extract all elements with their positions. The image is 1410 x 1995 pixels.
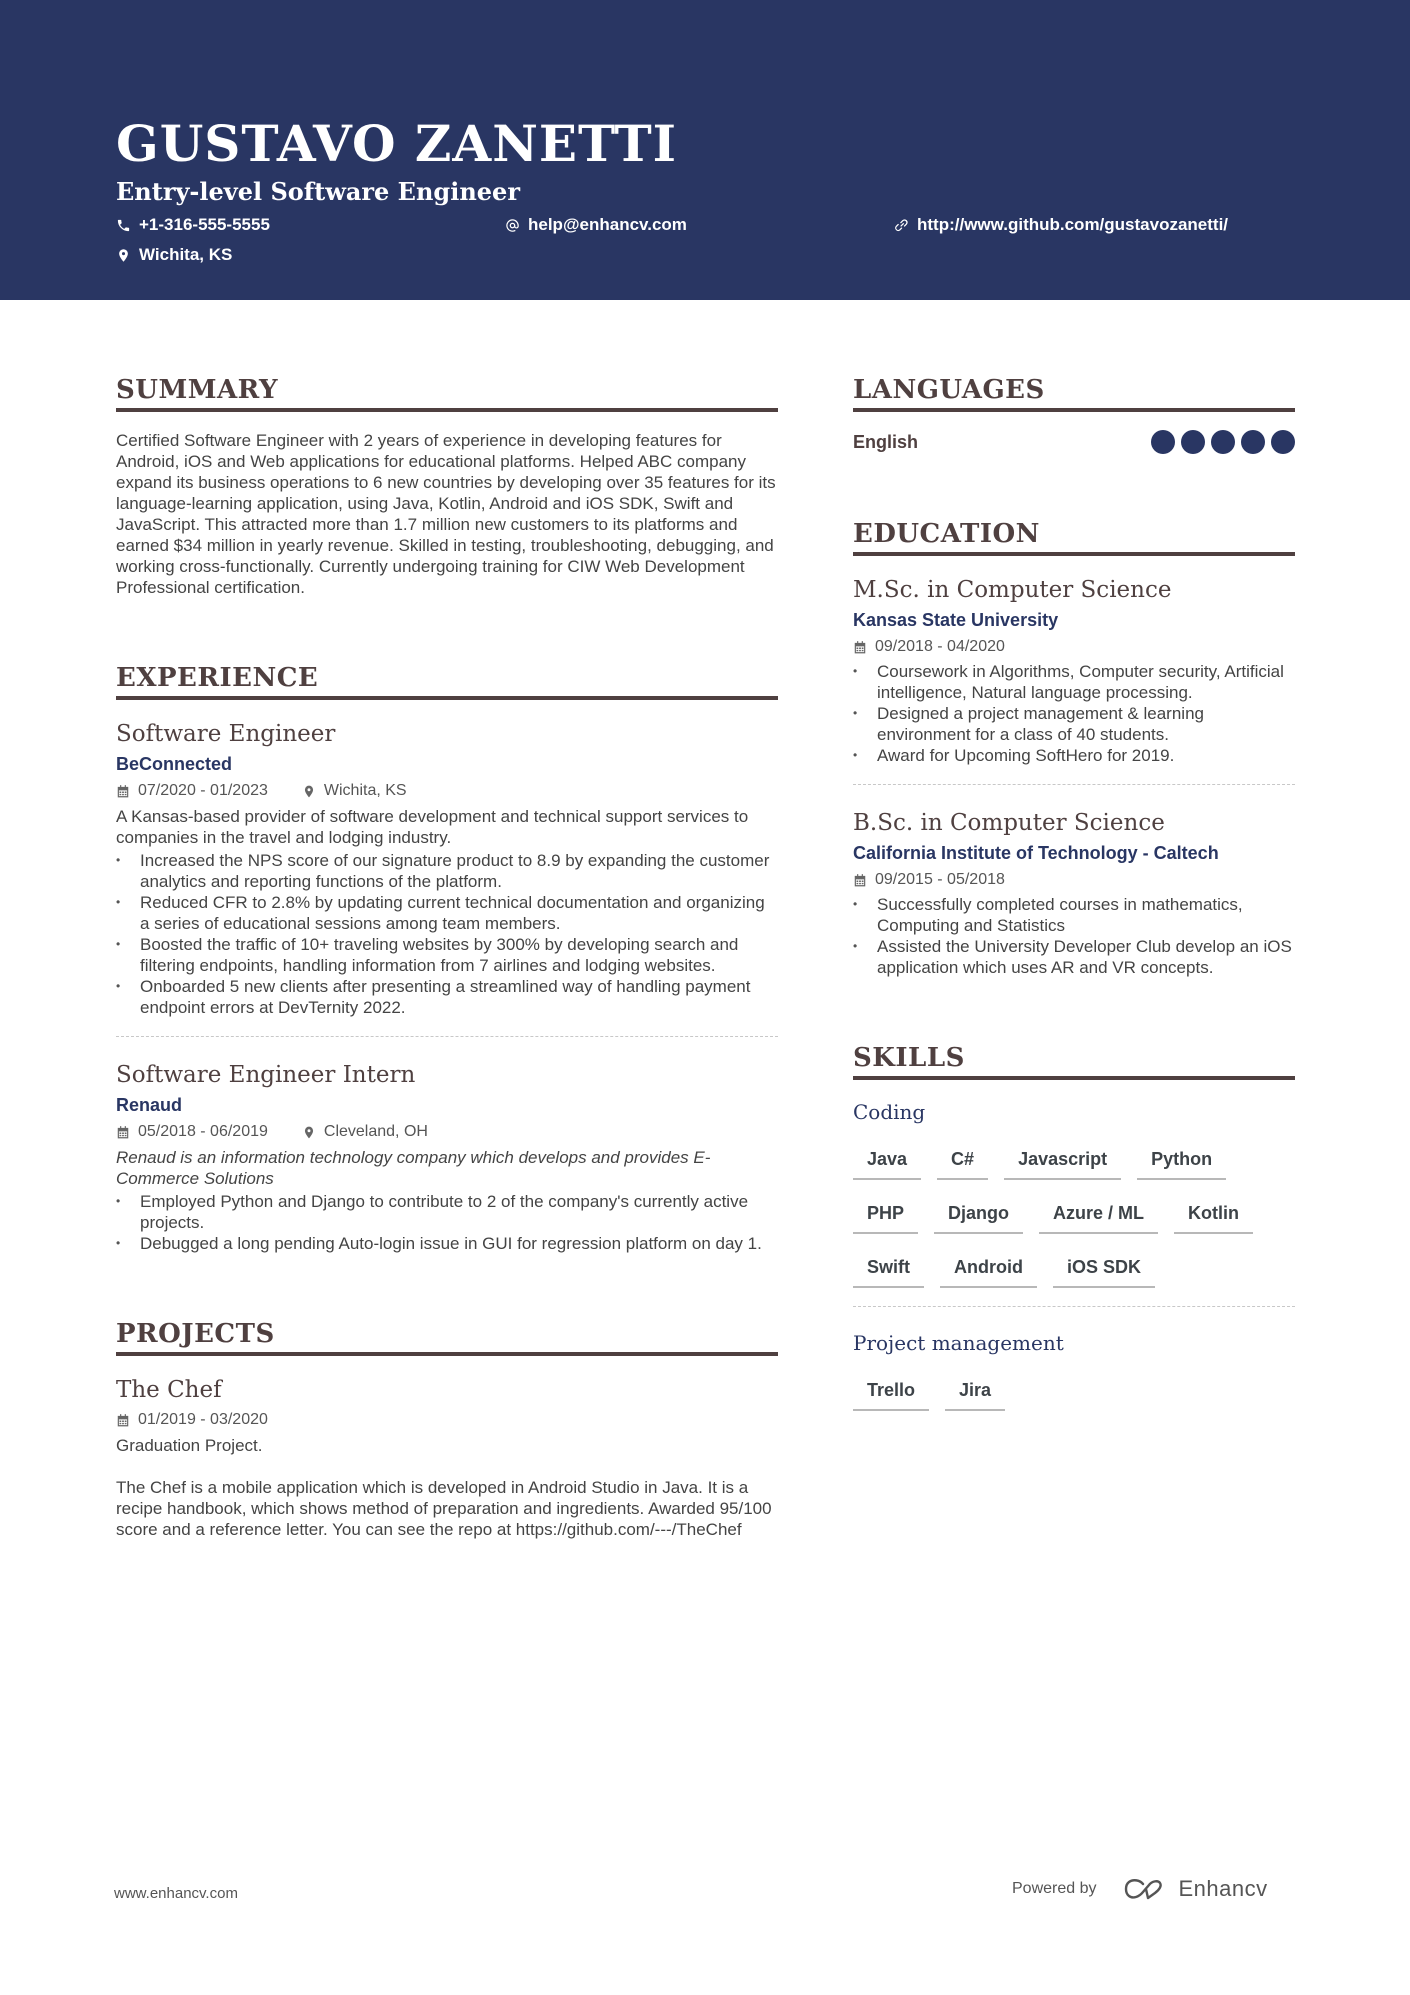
bullet-item: • Onboarded 5 new clients after presenting a streamlined way of handling payment endpoint errors at DevTernity 2022. <box>116 976 778 1018</box>
education-section <box>853 516 1295 978</box>
project-name: The Chef <box>116 1377 222 1403</box>
job-meta <box>116 1120 778 1144</box>
left-column <box>116 372 778 1540</box>
location-pin-icon <box>302 1125 316 1140</box>
company-description: Renaud is an information technology company which develops and provides E-Commerce Solutions <box>116 1148 711 1188</box>
contact-github-link[interactable] <box>894 214 1228 236</box>
calendar-icon <box>116 1413 130 1428</box>
resume-header <box>0 0 1410 300</box>
school-name: California Institute of Technology - Caltech <box>853 843 1219 863</box>
project-dates: 01/2019 - 03/2020 <box>138 1411 268 1428</box>
bullet-item: • Boosted the traffic of 10+ traveling websites by 300% by developing search and filtering endpoints, handling information from 7 airlines and lodging websites. <box>116 934 778 976</box>
skill-tag: Azure / ML <box>1039 1194 1158 1234</box>
github-link-text: http://www.github.com/gustavozanetti/ <box>917 215 1229 234</box>
skill-group <box>853 1098 1295 1288</box>
phone-icon <box>116 218 131 233</box>
experience-section <box>116 660 778 1254</box>
education-bullets <box>853 661 1295 766</box>
location-text: Wichita, KS <box>139 245 233 264</box>
enhancv-logo-icon <box>1123 1877 1169 1901</box>
link-icon <box>894 218 909 233</box>
skill-tag: PHP <box>853 1194 918 1234</box>
job-bullets <box>116 1191 778 1254</box>
education-meta <box>853 635 1295 659</box>
project-subtitle: Graduation Project. <box>116 1436 263 1455</box>
bullet-item: • Successfully completed courses in mathematics, Computing and Statistics <box>853 894 1295 936</box>
proficiency-dot <box>1241 430 1265 454</box>
job-meta <box>116 779 778 803</box>
bullet-item: • Debugged a long pending Auto-login issue in GUI for regression platform on day 1. <box>116 1233 778 1254</box>
company-name: Renaud <box>116 1095 183 1115</box>
job-title: Software Engineer <box>116 721 336 747</box>
summary-section <box>116 372 778 598</box>
candidate-title: Entry-level Software Engineer <box>116 177 520 206</box>
job-dates: 05/2018 - 06/2019 <box>138 1123 268 1140</box>
degree-title: B.Sc. in Computer Science <box>853 810 1165 836</box>
skill-tags <box>853 1140 1295 1288</box>
company-description: A Kansas-based provider of software development and technical support services to companies in the travel and lodging industry. <box>116 807 749 847</box>
location-pin-icon <box>116 248 131 263</box>
contact-email[interactable] <box>505 214 687 236</box>
job-location: Cleveland, OH <box>323 1123 428 1140</box>
skills-heading: SKILLS <box>853 1040 1295 1080</box>
powered-by-label: Powered by <box>1012 1880 1097 1897</box>
school-name: Kansas State University <box>853 610 1059 630</box>
skill-tags <box>853 1371 1295 1411</box>
skill-tag: Android <box>940 1248 1037 1288</box>
calendar-icon <box>853 873 867 888</box>
experience-entry <box>116 1059 778 1254</box>
bullet-item: • Designed a project management & learning environment for a class of 40 students. <box>853 703 1295 745</box>
proficiency-dot <box>1151 430 1175 454</box>
languages-section <box>853 372 1295 454</box>
email-text: help@enhancv.com <box>528 215 687 234</box>
skill-tag: Javascript <box>1004 1140 1121 1180</box>
skill-tag: Django <box>934 1194 1023 1234</box>
projects-section <box>116 1316 778 1540</box>
skill-group-divider <box>853 1306 1295 1307</box>
skill-group-title: Project management <box>853 1331 1064 1355</box>
job-bullets <box>116 850 778 1018</box>
bullet-item: • Employed Python and Django to contribute to 2 of the company's currently active projects. <box>116 1191 778 1233</box>
proficiency-dot <box>1271 430 1295 454</box>
language-row <box>853 430 1295 454</box>
phone-text: +1-316-555-5555 <box>139 215 270 234</box>
calendar-icon <box>116 1125 130 1140</box>
skill-tag: Swift <box>853 1248 924 1288</box>
education-entry <box>853 574 1295 766</box>
skills-section <box>853 1040 1295 1411</box>
job-title: Software Engineer Intern <box>116 1062 416 1088</box>
at-sign-icon <box>505 218 520 233</box>
education-heading: EDUCATION <box>853 516 1295 556</box>
education-meta <box>853 868 1295 892</box>
footer-powered-by <box>1012 1876 1268 1902</box>
project-description: The Chef is a mobile application which is developed in Android Studio in Java. It is a recipe handbook, which shows method of preparation and ingredients. Awarded 95/100 score and a reference letter. You can see the repo at https://github.com/---/TheChef <box>116 1478 772 1539</box>
bullet-item: • Assisted the University Developer Club develop an iOS application which uses AR and VR concepts. <box>853 936 1295 978</box>
skill-tag: C# <box>937 1140 988 1180</box>
company-name: BeConnected <box>116 754 233 774</box>
contact-location <box>116 244 232 266</box>
bullet-item: • Reduced CFR to 2.8% by updating current technical documentation and organizing a series of educational sessions among team members. <box>116 892 778 934</box>
entry-divider <box>853 784 1295 785</box>
skill-tag: iOS SDK <box>1053 1248 1155 1288</box>
proficiency-dot <box>1211 430 1235 454</box>
education-entry <box>853 807 1295 978</box>
skill-tag: Java <box>853 1140 921 1180</box>
contact-phone <box>116 214 270 236</box>
education-dates: 09/2015 - 05/2018 <box>875 871 1005 888</box>
skill-tag: Jira <box>945 1371 1005 1411</box>
bullet-item: • Award for Upcoming SoftHero for 2019. <box>853 745 1295 766</box>
languages-heading: LANGUAGES <box>853 372 1295 412</box>
brand-name: Enhancv <box>1178 1876 1268 1901</box>
job-location: Wichita, KS <box>323 782 407 799</box>
education-bullets <box>853 894 1295 978</box>
projects-heading: PROJECTS <box>116 1316 778 1356</box>
location-pin-icon <box>302 784 316 799</box>
skill-tag: Trello <box>853 1371 929 1411</box>
skill-tag: Python <box>1137 1140 1226 1180</box>
experience-entry <box>116 718 778 1018</box>
candidate-name: GUSTAVO ZANETTI <box>116 114 678 173</box>
entry-divider <box>116 1036 778 1037</box>
right-column <box>853 372 1295 1411</box>
language-name: English <box>853 431 919 452</box>
footer-website[interactable]: www.enhancv.com <box>114 1885 238 1902</box>
language-proficiency <box>1151 430 1295 454</box>
bullet-item: • Coursework in Algorithms, Computer security, Artificial intelligence, Natural language processing. <box>853 661 1295 703</box>
brand-logo[interactable] <box>1123 1876 1268 1902</box>
project-entry <box>116 1374 778 1540</box>
bullet-item: • Increased the NPS score of our signature product to 8.9 by expanding the customer analytics and reporting functions of the platform. <box>116 850 778 892</box>
skill-group-title: Coding <box>853 1100 926 1124</box>
skill-tag: Kotlin <box>1174 1194 1253 1234</box>
summary-text: Certified Software Engineer with 2 years of experience in developing features for Android, iOS and Web applications for educational platforms. Helped ABC company expand its business operations to 6 new countries by developing over 35 features for its language-learning application, using Java, Kotlin, Android and iOS SDK, Swift and JavaScript. This attracted more than 1.7 million new customers to its platforms and earned $34 million in yearly revenue. Skilled in testing, troubleshooting, debugging, and working cross-functionally. Currently undergoing training for CIW Web Development Professional certification. <box>116 431 776 597</box>
proficiency-dot <box>1181 430 1205 454</box>
education-dates: 09/2018 - 04/2020 <box>875 638 1005 655</box>
calendar-icon <box>116 784 130 799</box>
degree-title: M.Sc. in Computer Science <box>853 577 1172 603</box>
job-dates: 07/2020 - 01/2023 <box>138 782 268 799</box>
project-meta <box>116 1408 778 1432</box>
skill-group <box>853 1329 1295 1411</box>
experience-heading: EXPERIENCE <box>116 660 778 700</box>
summary-heading: SUMMARY <box>116 372 778 412</box>
calendar-icon <box>853 640 867 655</box>
